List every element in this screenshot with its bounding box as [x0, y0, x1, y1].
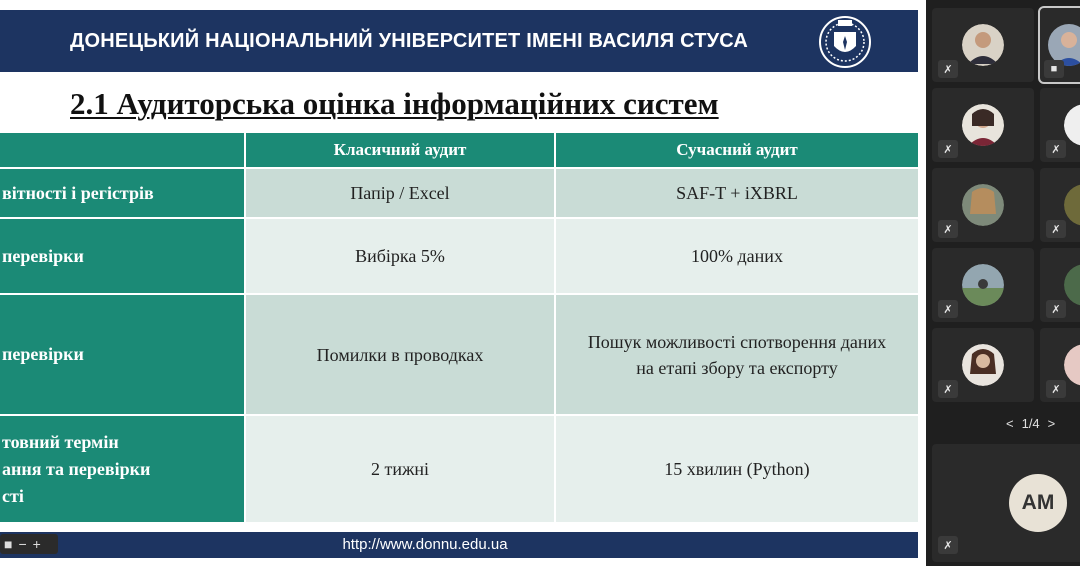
mic-muted-icon: ✗	[1046, 380, 1066, 398]
participant-avatar	[962, 24, 1004, 66]
participant-avatar	[1064, 104, 1080, 146]
screen-share-indicator-icon: ■	[1044, 60, 1064, 78]
mic-muted-icon: ✗	[1046, 300, 1066, 318]
participant-tile[interactable]	[1040, 248, 1080, 322]
row-label: перевірки	[0, 218, 245, 294]
mic-muted-icon: ✗	[938, 300, 958, 318]
screen-share-icon[interactable]: ■	[4, 536, 13, 552]
row-label: перевірки	[0, 294, 245, 415]
table-row	[0, 294, 919, 415]
mic-muted-icon: ✗	[938, 220, 958, 238]
participant-avatar	[1064, 344, 1080, 386]
slide-footer	[0, 532, 918, 558]
modern-cell: Пошук можливості спотворення даних на етапі збору та експорту	[555, 294, 919, 415]
header-criterion	[0, 132, 245, 168]
zoom-controls[interactable]	[0, 534, 58, 554]
classic-cell: Помилки в проводках	[245, 294, 555, 415]
participant-avatar	[1064, 184, 1080, 226]
participant-avatar	[962, 264, 1004, 306]
header-modern-audit: Сучасний аудит	[555, 132, 919, 168]
participant-avatar	[962, 344, 1004, 386]
participant-avatar	[962, 184, 1004, 226]
participant-tile[interactable]	[932, 88, 1034, 162]
table-row	[0, 168, 919, 218]
university-crest-icon	[816, 14, 874, 70]
table-header-row	[0, 132, 919, 168]
participants-pager	[1006, 416, 1055, 431]
university-title: ДОНЕЦЬКИЙ НАЦІОНАЛЬНИЙ УНІВЕРСИТЕТ ІМЕНІ ВАСИЛЯ СТУСА	[70, 30, 749, 52]
participants-panel	[926, 0, 1080, 566]
classic-cell: Папір / Excel	[245, 168, 555, 218]
table-row	[0, 218, 919, 294]
modern-cell: 100% даних	[555, 218, 919, 294]
mic-muted-icon: ✗	[938, 380, 958, 398]
pager-indicator: 1/4	[1021, 416, 1040, 431]
zoom-out-button[interactable]: −	[18, 536, 27, 552]
mic-muted-icon: ✗	[938, 60, 958, 78]
modern-cell: 15 хвилин (Python)	[555, 415, 919, 523]
participant-tile[interactable]	[932, 328, 1034, 402]
participant-avatar	[962, 104, 1004, 146]
participant-tile[interactable]	[932, 248, 1034, 322]
participant-tile[interactable]	[1040, 88, 1080, 162]
mic-muted-icon: ✗	[1046, 140, 1066, 158]
modern-cell: SAF-T + iXBRL	[555, 168, 919, 218]
participant-tile[interactable]	[932, 168, 1034, 242]
mic-muted-icon: ✗	[938, 140, 958, 158]
header-classic-audit: Класичний аудит	[245, 132, 555, 168]
row-label: товний термін ання та перевірки сті	[0, 415, 245, 523]
participant-tile[interactable]	[1040, 168, 1080, 242]
audit-comparison-table	[0, 131, 920, 524]
initials-avatar: AM	[1009, 474, 1067, 532]
pager-prev-button[interactable]: <	[1006, 416, 1014, 431]
classic-cell: 2 тижні	[245, 415, 555, 523]
mic-muted-icon: ✗	[938, 536, 958, 554]
slide-heading: 2.1 Аудиторська оцінка інформаційних систем	[70, 86, 719, 121]
participant-avatar	[1064, 264, 1080, 306]
zoom-in-button[interactable]: +	[32, 536, 41, 552]
footer-url: http://www.donnu.edu.ua	[342, 536, 508, 553]
mic-muted-icon: ✗	[1046, 220, 1066, 238]
participant-tile[interactable]	[932, 8, 1034, 82]
classic-cell: Вибірка 5%	[245, 218, 555, 294]
table-row	[0, 415, 919, 523]
row-label: вітності і регістрів	[0, 168, 245, 218]
pager-next-button[interactable]: >	[1047, 416, 1056, 431]
participant-tile[interactable]	[1040, 328, 1080, 402]
participant-tile-active[interactable]	[1040, 8, 1080, 82]
